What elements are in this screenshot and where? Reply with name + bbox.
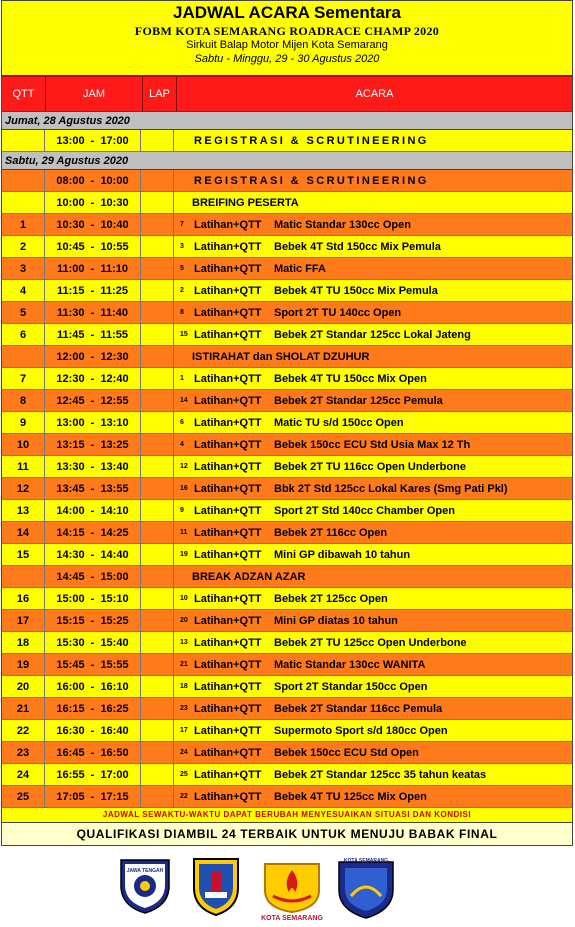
row-time: 13:45 - 13:55	[45, 478, 141, 499]
row-lap	[141, 698, 174, 719]
column-header-acara: ACARA	[355, 88, 394, 100]
schedule-row	[1, 566, 573, 588]
row-qtt: 24	[2, 764, 45, 785]
row-event	[174, 654, 572, 675]
row-time: 11:00 - 11:10	[45, 258, 141, 279]
schedule-row	[1, 588, 573, 610]
race-class: Bebek 4T TU 125cc Mix Open	[274, 790, 427, 803]
row-lap	[141, 192, 174, 213]
row-lap	[141, 130, 174, 151]
race-number: 22	[180, 793, 188, 800]
row-lap	[141, 544, 174, 565]
race-number: 3	[180, 243, 184, 250]
row-event: REGISTRASI & SCRUTINEERING	[194, 134, 429, 147]
session-type: Latihan+QTT	[194, 460, 262, 473]
row-time: 16:15 - 16:25	[45, 698, 141, 719]
day-label-saturday: Sabtu, 29 Agustus 2020	[1, 152, 573, 170]
row-lap	[141, 786, 174, 807]
row-lap	[141, 588, 174, 609]
row-qtt: 3	[2, 258, 45, 279]
logo-text: KOTA SEMARANG	[343, 858, 389, 864]
row-event	[174, 632, 572, 653]
schedule-row	[1, 214, 573, 236]
row-qtt: 16	[2, 588, 45, 609]
schedule-row	[1, 412, 573, 434]
schedule-row	[1, 346, 573, 368]
race-class: Bebek 2T Standar 125cc 35 tahun keatas	[274, 768, 487, 781]
column-header-row	[1, 75, 573, 112]
session-type: Latihan+QTT	[194, 592, 262, 605]
row-event	[174, 764, 572, 785]
race-number: 10	[180, 595, 188, 602]
row-qtt: 8	[2, 390, 45, 411]
race-class: Bebek 2T Standar 116cc Pemula	[274, 702, 443, 715]
row-event	[174, 368, 572, 389]
row-time: 14:30 - 14:40	[45, 544, 141, 565]
column-header-qtt: QTT	[2, 77, 46, 111]
row-event	[174, 544, 572, 565]
race-class: Mini GP diatas 10 tahun	[274, 614, 398, 627]
session-type: Latihan+QTT	[194, 372, 262, 385]
row-lap	[141, 456, 174, 477]
schedule-row	[1, 390, 573, 412]
column-header-jam: JAM	[46, 77, 143, 111]
row-time: 12:00 - 12:30	[45, 346, 141, 367]
row-time: 10:45 - 10:55	[45, 236, 141, 257]
row-qtt: 23	[2, 742, 45, 763]
row-time: 13:15 - 13:25	[45, 434, 141, 455]
session-type: Latihan+QTT	[194, 482, 262, 495]
race-class: Matic Standar 130cc Open	[274, 218, 411, 231]
event-subtitle: FOBM KOTA SEMARANG ROADRACE CHAMP 2020	[134, 24, 440, 38]
row-event: REGISTRASI & SCRUTINEERING	[194, 174, 429, 187]
race-class: Sport 2T Std 140cc Chamber Open	[274, 504, 455, 517]
schedule-sheet	[1, 0, 573, 926]
row-time: 15:45 - 15:55	[45, 654, 141, 675]
race-class: Bebek 4T TU 150cc Mix Open	[274, 372, 427, 385]
row-lap	[141, 302, 174, 323]
column-header-lap: LAP	[143, 77, 177, 111]
row-qtt: 1	[2, 214, 45, 235]
race-class: Bebek 2T 125cc Open	[274, 592, 388, 605]
row-qtt: 10	[2, 434, 45, 455]
schedule-row	[1, 764, 573, 786]
schedule-row	[1, 280, 573, 302]
row-lap	[141, 632, 174, 653]
row-event	[174, 280, 572, 301]
race-number: 4	[180, 441, 184, 448]
row-time: 14:00 - 14:10	[45, 500, 141, 521]
row-lap	[141, 478, 174, 499]
row-time: 12:30 - 12:40	[45, 368, 141, 389]
row-event	[174, 522, 572, 543]
row-time: 16:30 - 16:40	[45, 720, 141, 741]
schedule-change-note: JADWAL SEWAKTU-WAKTU DAPAT BERUBAH MENYESUAIKAN SITUASI DAN KONDISI	[1, 808, 573, 823]
session-type: Latihan+QTT	[194, 416, 262, 429]
row-lap	[141, 654, 174, 675]
race-number: 14	[180, 397, 188, 404]
row-time: 13:00 - 13:10	[45, 412, 141, 433]
row-qtt	[2, 346, 45, 367]
row-qtt	[2, 130, 45, 151]
row-qtt: 13	[2, 500, 45, 521]
session-type: Latihan+QTT	[194, 702, 262, 715]
schedule-row	[1, 324, 573, 346]
row-lap	[141, 676, 174, 697]
row-lap	[141, 324, 174, 345]
row-event	[174, 478, 572, 499]
session-type: Latihan+QTT	[194, 768, 262, 781]
row-time: 13:00 - 17:00	[45, 130, 141, 151]
schedule-row	[1, 786, 573, 808]
schedule-row	[1, 720, 573, 742]
row-lap	[141, 720, 174, 741]
row-lap	[141, 566, 174, 587]
race-class: Bebek 2T Standar 125cc Pemula	[274, 394, 443, 407]
row-time: 11:30 - 11:40	[45, 302, 141, 323]
session-type: Latihan+QTT	[194, 284, 262, 297]
row-qtt: 21	[2, 698, 45, 719]
schedule-row	[1, 456, 573, 478]
row-lap	[141, 170, 174, 191]
schedule-row	[1, 258, 573, 280]
row-lap	[141, 434, 174, 455]
row-event	[174, 698, 572, 719]
session-type: Latihan+QTT	[194, 548, 262, 561]
row-event	[174, 390, 572, 411]
schedule-row	[1, 698, 573, 720]
semarang-city-emblem-icon	[259, 856, 325, 927]
row-event	[174, 676, 572, 697]
row-event	[174, 610, 572, 631]
logo-text: JAWA TENGAH	[126, 868, 164, 874]
schedule-row	[1, 368, 573, 390]
row-event	[174, 786, 572, 807]
row-qtt: 19	[2, 654, 45, 675]
race-number: 7	[180, 221, 184, 228]
schedule-row	[1, 610, 573, 632]
race-number: 6	[180, 419, 184, 426]
session-type: Latihan+QTT	[194, 394, 262, 407]
race-class: Sport 2T TU 140cc Open	[274, 306, 402, 319]
race-number: 20	[180, 617, 188, 624]
row-time: 15:00 - 15:10	[45, 588, 141, 609]
row-time: 17:05 - 17:15	[45, 786, 141, 807]
row-qtt: 12	[2, 478, 45, 499]
row-qtt	[2, 170, 45, 191]
session-type: Latihan+QTT	[194, 614, 262, 627]
row-qtt: 20	[2, 676, 45, 697]
row-qtt: 4	[2, 280, 45, 301]
row-event	[174, 324, 572, 345]
race-number: 18	[180, 683, 188, 690]
race-number: 24	[180, 749, 188, 756]
session-type: Latihan+QTT	[194, 746, 262, 759]
row-lap	[141, 412, 174, 433]
race-number: 11	[180, 529, 188, 536]
race-number: 1	[180, 375, 184, 382]
row-lap	[141, 610, 174, 631]
event-dates: Sabtu - Minggu, 29 - 30 Agustus 2020	[194, 53, 380, 65]
session-type: Latihan+QTT	[194, 262, 262, 275]
row-time: 13:30 - 13:40	[45, 456, 141, 477]
row-qtt: 15	[2, 544, 45, 565]
row-qtt: 22	[2, 720, 45, 741]
row-time: 15:30 - 15:40	[45, 632, 141, 653]
row-time: 15:15 - 15:25	[45, 610, 141, 631]
schedule-row	[1, 676, 573, 698]
race-number: 19	[180, 551, 188, 558]
row-lap	[141, 280, 174, 301]
row-lap	[141, 522, 174, 543]
schedule-row	[1, 654, 573, 676]
race-class: Sport 2T Standar 150cc Open	[274, 680, 428, 693]
race-number: 21	[180, 661, 188, 668]
race-class: Bebek 2T 116cc Open	[274, 526, 388, 539]
schedule-row	[1, 522, 573, 544]
row-lap	[141, 214, 174, 235]
row-event	[174, 412, 572, 433]
row-qtt: 11	[2, 456, 45, 477]
session-type: Latihan+QTT	[194, 218, 262, 231]
schedule-row	[1, 632, 573, 654]
session-type: Latihan+QTT	[194, 504, 262, 517]
race-number: 23	[180, 705, 188, 712]
row-time: 11:45 - 11:55	[45, 324, 141, 345]
row-event	[174, 214, 572, 235]
row-time: 10:00 - 10:30	[45, 192, 141, 213]
row-time: 10:30 - 10:40	[45, 214, 141, 235]
row-event: ISTIRAHAT dan SHOLAT DZUHUR	[192, 350, 370, 363]
row-event: BREIFING PESERTA	[192, 196, 299, 209]
session-type: Latihan+QTT	[194, 328, 262, 341]
session-type: Latihan+QTT	[194, 240, 262, 253]
race-number: 2	[180, 287, 184, 294]
logo-caption: KOTA SEMARANG	[261, 915, 323, 922]
race-number: 12	[180, 463, 188, 470]
schedule-row	[1, 742, 573, 764]
session-type: Latihan+QTT	[194, 438, 262, 451]
row-lap	[141, 258, 174, 279]
row-qtt: 18	[2, 632, 45, 653]
race-number: 13	[180, 639, 188, 646]
schedule-row	[1, 170, 573, 192]
race-class: Matic FFA	[274, 262, 326, 275]
venue-label: Sirkuit Balap Motor Mijen Kota Semarang	[186, 39, 388, 51]
session-type: Latihan+QTT	[194, 636, 262, 649]
schedule-row	[1, 500, 573, 522]
row-qtt: 2	[2, 236, 45, 257]
row-time: 16:55 - 17:00	[45, 764, 141, 785]
qualification-note: QUALIFIKASI DIAMBIL 24 TERBAIK UNTUK MENUJU BABAK FINAL	[1, 823, 573, 846]
schedule-row	[1, 192, 573, 214]
schedule-row	[1, 302, 573, 324]
row-lap	[141, 368, 174, 389]
row-lap	[141, 764, 174, 785]
session-type: Latihan+QTT	[194, 680, 262, 693]
race-class: Bebek 2T TU 116cc Open Underbone	[274, 460, 466, 473]
race-number: 15	[180, 331, 188, 338]
race-class: Bebek 4T Std 150cc Mix Pemula	[274, 240, 441, 253]
session-type: Latihan+QTT	[194, 724, 262, 737]
race-number: 25	[180, 771, 188, 778]
race-class: Bebek 2T Standar 125cc Lokal Jateng	[274, 328, 471, 341]
race-class: Bbk 2T Std 125cc Lokal Kares (Smg Pati Pkl)	[274, 482, 508, 495]
row-qtt: 14	[2, 522, 45, 543]
day-label-friday: Jumat, 28 Agustus 2020	[1, 112, 573, 130]
row-qtt: 25	[2, 786, 45, 807]
race-number: 16	[180, 485, 188, 492]
race-number: 9	[180, 507, 184, 514]
session-type: Latihan+QTT	[194, 790, 262, 803]
session-type: Latihan+QTT	[194, 658, 262, 671]
race-class: Matic Standar 130cc WANITA	[274, 658, 426, 671]
fobm-shield-icon	[335, 856, 397, 927]
race-class: Matic TU s/d 150cc Open	[274, 416, 404, 429]
row-qtt: 9	[2, 412, 45, 433]
sponsor-logos	[1, 846, 573, 926]
race-number: 5	[180, 265, 184, 272]
row-qtt: 17	[2, 610, 45, 631]
row-event	[174, 302, 572, 323]
row-time: 16:00 - 16:10	[45, 676, 141, 697]
row-time: 12:45 - 12:55	[45, 390, 141, 411]
row-event	[174, 500, 572, 521]
jateng-province-shield-icon	[191, 856, 241, 923]
imi-jateng-emblem-icon	[117, 856, 173, 921]
race-class: Bebek 2T TU 125cc Open Underbone	[274, 636, 467, 649]
row-lap	[141, 742, 174, 763]
row-lap	[141, 236, 174, 257]
row-time: 16:45 - 16:50	[45, 742, 141, 763]
schedule-row	[1, 434, 573, 456]
row-time: 11:15 - 11:25	[45, 280, 141, 301]
row-qtt: 5	[2, 302, 45, 323]
race-class: Supermoto Sport s/d 180cc Open	[274, 724, 448, 737]
row-time: 08:00 - 10:00	[45, 170, 141, 191]
row-event: BREAK ADZAN AZAR	[192, 570, 306, 583]
row-event	[174, 742, 572, 763]
schedule-row	[1, 130, 573, 152]
row-lap	[141, 346, 174, 367]
session-type: Latihan+QTT	[194, 526, 262, 539]
schedule-row	[1, 236, 573, 258]
race-number: 17	[180, 727, 188, 734]
race-class: Mini GP dibawah 10 tahun	[274, 548, 411, 561]
row-qtt: 6	[2, 324, 45, 345]
row-qtt: 7	[2, 368, 45, 389]
page-title: JADWAL ACARA Sementara	[173, 3, 401, 22]
row-event	[174, 720, 572, 741]
row-event	[174, 236, 572, 257]
row-qtt	[2, 566, 45, 587]
session-type: Latihan+QTT	[194, 306, 262, 319]
row-lap	[141, 390, 174, 411]
schedule-row	[1, 478, 573, 500]
row-event	[174, 434, 572, 455]
row-qtt	[2, 192, 45, 213]
row-event	[174, 456, 572, 477]
row-lap	[141, 500, 174, 521]
race-number: 8	[180, 309, 184, 316]
row-time: 14:15 - 14:25	[45, 522, 141, 543]
row-time: 14:45 - 15:00	[45, 566, 141, 587]
race-class: Bebek 150cc ECU Std Open	[274, 746, 419, 759]
schedule-header	[1, 0, 573, 75]
row-event	[174, 258, 572, 279]
schedule-rows	[1, 170, 573, 808]
schedule-row	[1, 544, 573, 566]
row-event	[174, 588, 572, 609]
race-class: Bebek 150cc ECU Std Usia Max 12 Th	[274, 438, 471, 451]
race-class: Bebek 4T TU 150cc Mix Pemula	[274, 284, 438, 297]
